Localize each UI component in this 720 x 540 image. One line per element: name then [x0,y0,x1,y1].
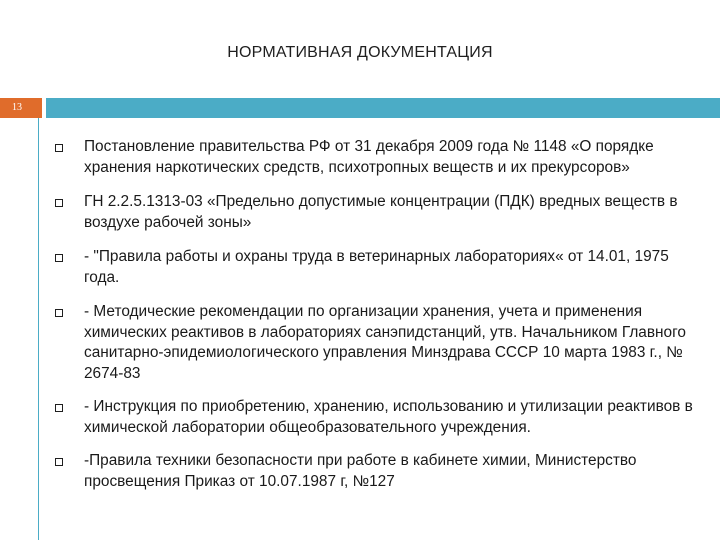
item-text: - Инструкция по приобретению, хранению, использованию и утилизации реактивов в химической лаборатории общеобразовательного учреждения. [84,398,693,436]
list-item [54,397,694,438]
item-text: -Правила техники безопасности при работе в кабинете химии, Министерство просвещения Приказ от 10.07.1987 г, №127 [84,452,637,490]
header-bar [0,98,720,118]
bullet-list [54,137,694,492]
square-bullet-icon [55,458,63,466]
list-item [54,302,694,384]
list-item [54,247,694,288]
item-text: Постановление правительства РФ от 31 декабря 2009 года № 1148 «О порядке хранения наркотических средств, психотропных веществ и их прекурсоров» [84,138,654,176]
item-text: - Методические рекомендации по организации хранения, учета и применения химических реактивов в лабораториях санэпидстанций, утв. Начальником Главного санитарно-эпидемиологического управления Минздрава СССР 10 марта 1983 г., № 2674-83 [84,303,686,382]
list-item [54,451,694,492]
slide-title: НОРМАТИВНАЯ ДОКУМЕНТАЦИЯ [227,44,493,61]
item-text: - "Правила работы и охраны труда в ветеринарных лабораториях« от 14.01, 1975 года. [84,248,669,286]
square-bullet-icon [55,144,63,152]
slide-number: 13 [0,98,42,118]
list-item [54,137,694,178]
square-bullet-icon [55,404,63,412]
item-text: ГН 2.2.5.1313-03 «Предельно допустимые концентрации (ПДК) вредных веществ в воздухе рабочей зоны» [84,193,678,231]
square-bullet-icon [55,254,63,262]
list-item [54,192,694,233]
square-bullet-icon [55,309,63,317]
square-bullet-icon [55,199,63,207]
accent-bar [46,98,720,118]
side-rule [38,118,39,540]
